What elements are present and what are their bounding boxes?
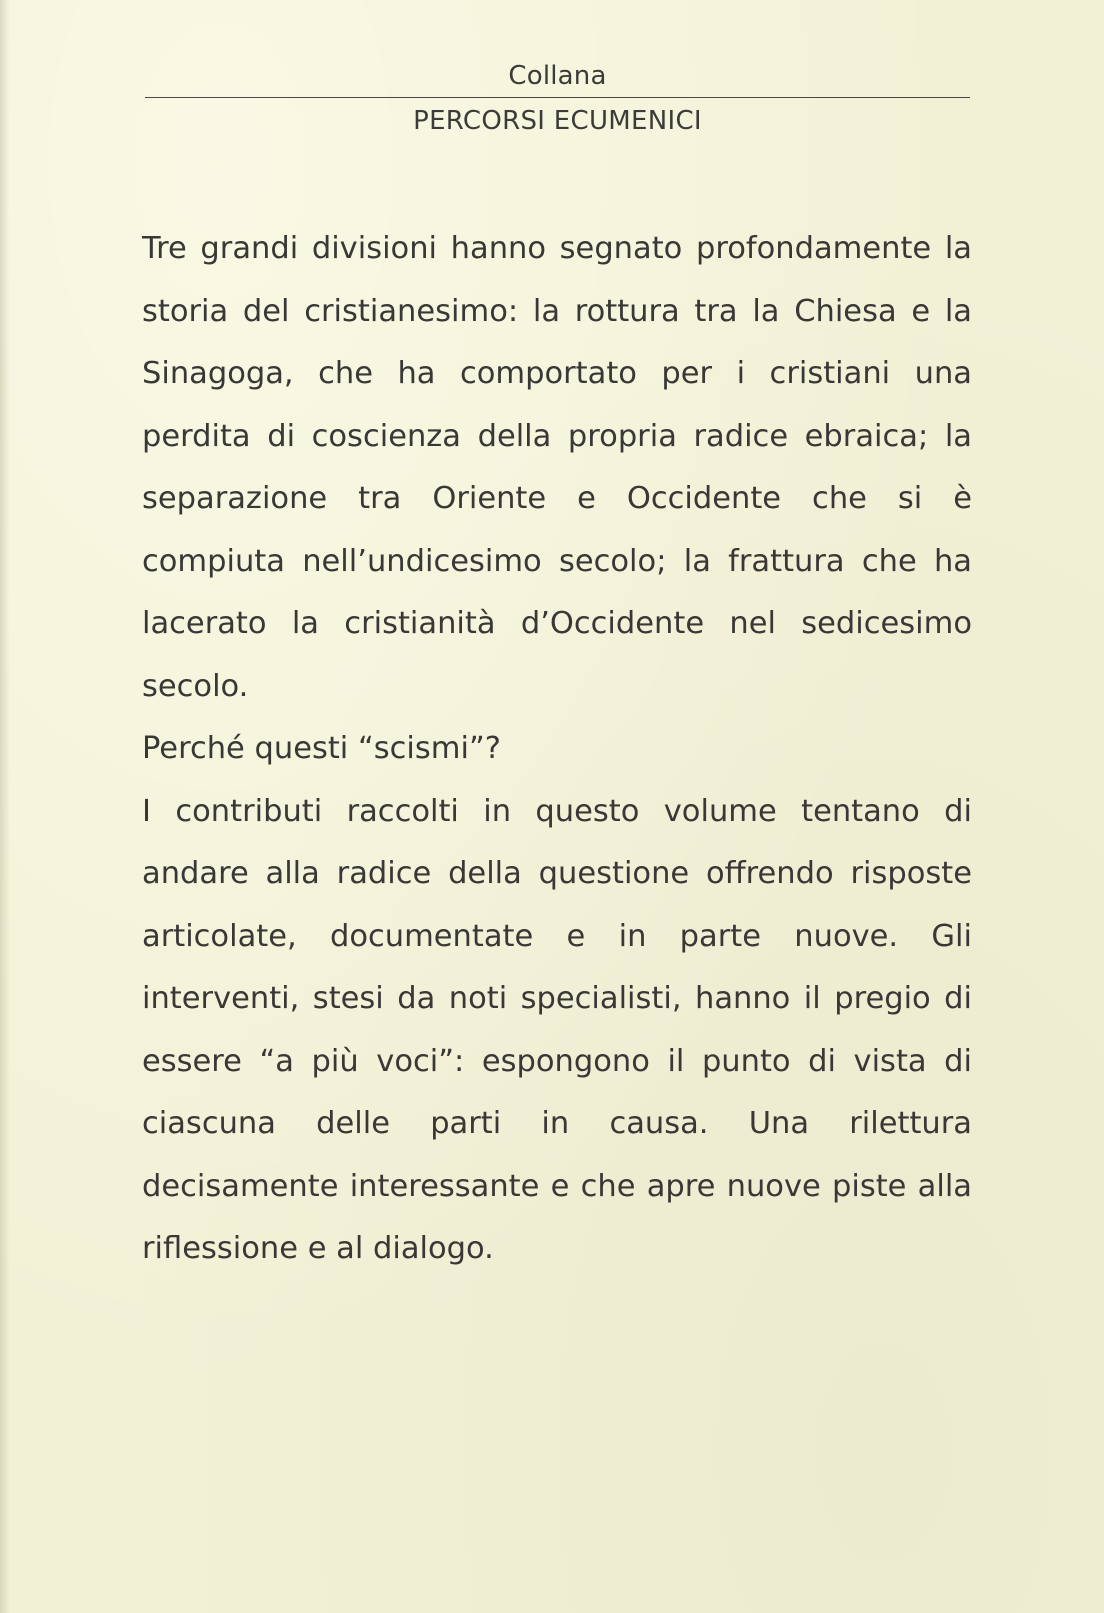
blurb-paragraph-2: Perché questi “scismi”? <box>142 731 501 766</box>
header-divider <box>145 97 970 98</box>
series-title: PERCORSI ECUMENICI <box>413 106 702 136</box>
page-edge-shadow <box>0 0 10 1613</box>
back-cover-blurb <box>142 218 972 1281</box>
series-label: Collana <box>508 61 607 91</box>
blurb-paragraph-3: I contributi raccolti in questo volume tentano di andare alla radice della questione offrendo risposte articolate, documentate e in parte nuove. Gli interventi, stesi da noti specialisti, hanno il pregio di essere “a più voci”: espongono il punto di vista di ciascuna delle parti in causa. Una rilettura decisamente interessante e che apre nuove piste alla riflessione e al dialogo. <box>142 793 972 1266</box>
blurb-paragraph-1: Tre grandi divisioni hanno segnato profondamente la storia del cristianesimo: la rottura tra la Chiesa e la Sinagoga, che ha comportato per i cristiani una perdita di coscienza della propria radice ebraica; la separazione tra Oriente e Occidente che si è compiuta nell’undicesimo secolo; la frattura che ha lacerato la cristianità d’Occidente nel sedicesimo secolo. <box>142 231 972 704</box>
series-header <box>145 58 970 139</box>
